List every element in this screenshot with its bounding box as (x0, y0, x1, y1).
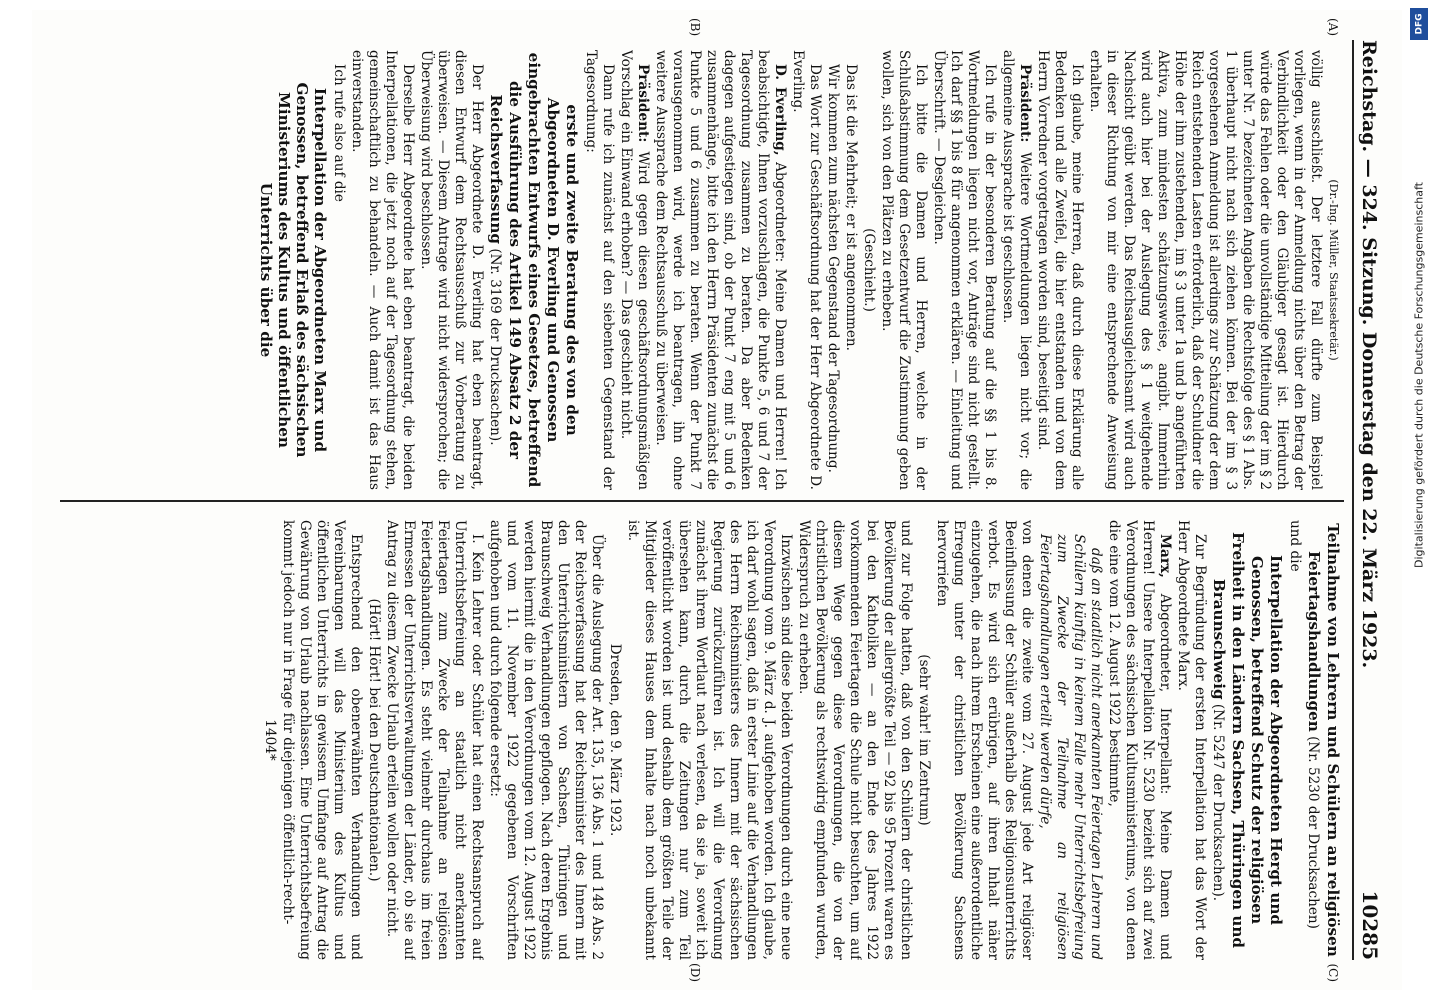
paragraph: Dann rufe ich zunächst auf den siebenten Gegenstand der Tagesordnung: (583, 50, 616, 490)
right-column (62, 520, 1342, 960)
agenda-item: erste und zweite Beratung des von den Abgeordneten D. Everling und Genossen eingebrachten Entwurfs eines Gesetzes, betreffend die Ausführung des Artikel 149 Absatz 2 der Reichsverfassung (Nr. 3169 der Drucksachen). (487, 52, 581, 488)
running-title: Reichstag. — 324. Sitzung. Donnerstag den 22. März 1923. (1358, 40, 1380, 669)
agenda-item: Interpellation der Abgeordneten Hergt und Genossen, betreffend Schutz der religiösen Freiheit in den Ländern Sachsen, Thüringen und Braunschweig (Nr. 5247 der Drucksachen). (1210, 531, 1285, 949)
paragraph: Präsident: Wird gegen diesen geschäftsordnungsmäßigen Vorschlag ein Einwand erhoben? — Das geschieht nicht. (618, 50, 651, 490)
paragraph: Ich rufe also auf die (331, 64, 347, 202)
scanned-page (32, 10, 1402, 990)
paragraph: Inzwischen sind diese beiden Verordnungen durch eine neue Verordnung vom 9. März d. J. aufgehoben worden. Ich glaube, ich darf wohl sagen, daß in erster Linie auf die Verhandlungen des Herrn Reichsministers des Innern mit der sächsischen Regierung zurückzuführen ist. Ich will die Verordnung zunächst ihrem Wortlaut nach verlesen, da sie ja, soweit ich übersehen kann, durch die Zeitungen nur zum Teil veröffentlicht worden ist und deshalb dem größten Teile der Mitglieder dieses Hauses dem Inhalte nach noch unbekannt ist. (625, 520, 794, 960)
column-divider (60, 500, 1344, 502)
digitization-watermark (1404, 0, 1434, 1000)
agenda-item: Interpellation der Abgeordneten Marx und Genossen, betreffend Erlaß des sächsischen Ministeriums des Kultus und öffentlichen Unterrichts über die (257, 82, 329, 458)
paragraph: und die (1287, 520, 1303, 572)
dateline: Dresden, den 9. März 1923. (607, 643, 623, 837)
stage-direction: (sehr wahr! im Zentrum) (916, 654, 932, 826)
paragraph: Zur Begründung der ersten Interpellation hat das Wort der Herr Abgeordnete Marx. (1175, 520, 1208, 960)
margin-marker-c: (C) (1326, 963, 1340, 982)
stage-direction: (Hört! Hört! bei den Deutschnationalen.) (366, 598, 382, 882)
agenda-item: Teilnahme von Lehrern und Schülern an religiösen Feiertagshandlungen (Nr. 5230 der Drucksachen) (1305, 523, 1342, 957)
paragraph: und zur Folge hatten, daß von den Schülern der christlichen Bevölkerung der allergrößte Teil — 92 bis 95 Prozent waren es bei den Katholiken — an den Ende des Jahres 1922 vorkommenden Feiertagen die Schule nicht besuchten, um auf diesem Wege gegen diese Verordnungen, die von der christlichen Bevölkerung als rechtswidrig empfunden wurden, Widerspruch zu erheben. (796, 520, 914, 960)
paragraph: völlig ausschließt. Der letztere Fall dürfte zum Beispiel vorliegen, wenn in der Anmeldung nichts über den Betrag der Verbindlichkeit oder den Gläubiger gesagt ist. Hierdurch würde das Fehlen oder die unvollständige Mitteilung der im § 2 unter Nr. 7 bezeichneten Angaben die Rechtsfolge des § 1 Abs. 1 überhaupt nicht nach sich ziehen können. Bei der im § 3 vorgesehenen Anmeldung ist allerdings zur Schätzung der dem Reich entstehenden Lasten erforderlich, daß der Schuldner die Höhe der ihm zustehenden, im § 3 unter 1a und b angeführten Aktiva, zum mindesten schätzungsweise, angibt. Immerhin wird auch hier bei der Auslegung des § 1 weitgehende Nachsicht geübt werden. Das Reichsausgleichsamt wird auch in dieser Richtung von mir eine entsprechende Anweisung erhalten. (1087, 50, 1324, 490)
paragraph: I. Kein Lehrer oder Schüler hat einen Rechtsanspruch auf Unterrichtsbefreiung an staatlich nicht anerkannten Feiertagen zum Zwecke der Teilnahme an religiösen Feiertagshandlungen. Es steht vielmehr durchaus im freien Ermessen der Unterrichtsverwaltungen der Länder, ob sie auf Antrag zu diesem Zwecke Urlaub erteilen wollen oder nicht. (384, 520, 485, 960)
paragraph: Wir kommen zum nächsten Gegenstand der Tagesordnung. (825, 64, 841, 473)
paragraph: Das ist die Mehrheit; er ist angenommen. (843, 64, 859, 351)
speaker-label: Präsident: (635, 64, 651, 143)
left-column (62, 50, 1342, 490)
running-header (1352, 40, 1388, 960)
speaker-note: (Dr.-Ing. Müller, Staatssekretär.) (1327, 179, 1340, 361)
paragraph: Über die Auslegung der Art. 135, 136 Abs. 1 und 148 Abs. 2 der Reichsverfassung hat der Reichsminister des Innern mit den Unterrichtsministern von Sachsen, Thüringen und Braunschweig Verhandlungen gepflogen. Nach deren Ergebnis werden hiermit die in den Verordnungen vom 12. August 1922 und vom 11. November 1922 gegebenen Vorschriften aufgehoben und durch folgende ersetzt: (487, 520, 605, 960)
paragraph: Marx, Abgeordneter, Interpellant: Meine Damen und Herren! Unsere Interpellation Nr. 5230 bezieht sich auf zwei Verordnungen des sächsischen Kultusministeriums, von denen die eine vom 12. August 1922 bestimmte, (1106, 520, 1173, 960)
paragraph: Entsprechend den obenerwähnten Verhandlungen und Vereinbarungen will das Ministerium des Kultus und öffentlichen Unterrichts in gewissem Umfange auf Antrag die Gewährung von Urlaub nachlassen. Eine Unterrichtsbefreiung kommt jedoch nur in Frage für diejenigen öffentlich-recht- (280, 520, 364, 960)
paragraph: Ich bitte die Damen und Herren, welche in der Schlußabstimmung dem Gesetzentwurf die Zustimmung geben wollen, sich von den Plätzen zu erheben. (879, 50, 929, 490)
sheet-signature: 1404* (262, 719, 278, 761)
paragraph: Ich rufe in der besonderen Beratung auf die §§ 1 bis 8. Wortmeldungen liegen nicht vor, Anträge sind nicht gestellt. Ich darf §§ 1 bis 8 für angenommen erklären. — Einleitung und Überschrift. — Desgleichen. (931, 50, 998, 490)
speaker-label: D. Everling, (772, 64, 788, 156)
page-number: 10285 (1358, 890, 1382, 960)
margin-marker-b: (B) (688, 18, 702, 37)
paragraph: D. Everling, Abgeordneter: Meine Damen und Herren! Ich beabsichtigte, Ihnen vorzuschlagen, die Punkte 5, 6 und 7 der Tagesordnung zusammen zu beraten. Da aber Bedenken dagegen aufgestiegen sind, ob der Punkt 7 eng mit 5 und 6 zusammenhänge, bitte ich den Herrn Präsidenten zunächst die Punkte 5 und 6 zusammen zu beraten. Wenn der Punkt 7 vorausgenommen wird, werde ich beantragen, ihn ohne weitere Aussprache dem Rechtsausschuß zu überweisen. (653, 50, 788, 490)
margin-marker-a: (A) (1326, 18, 1340, 37)
speaker-label: Präsident: (1017, 64, 1033, 143)
watermark-text: Digitalisierung gefördert durch die Deutsche Forschungsgemeinschaft (1412, 182, 1426, 568)
stage-direction: (Geschieht.) (861, 228, 877, 312)
paragraph: Derselbe Herr Abgeordnete hat eben beantragt, die beiden Interpellationen, die jetzt noch auf der Tagesordnung stehen, gemeinschaftlich zu behandeln. — Auch damit ist das Haus einverstanden. (349, 50, 416, 490)
paragraph: Präsident: Weitere Wortmeldungen liegen nicht vor; die allgemeine Aussprache ist geschlossen. (1000, 50, 1033, 490)
paragraph: Das Wort zur Geschäftsordnung hat der Herr Abgeordnete D. Everling. (790, 50, 823, 490)
paragraph: Ich glaube, meine Herren, daß durch diese Erklärung alle Bedenken und alle Zweifel, die hier entstanden und von dem Herrn Vorredner vorgetragen worden sind, beseitigt sind. (1035, 50, 1085, 490)
dfg-logo: DFG (1410, 8, 1428, 40)
paragraph: von denen die zweite vom 27. August jede Art religiöser Beeinflussung der Schüler außerhalb des Religionsunterrichts verbot. Es wird sich erübrigen, auf ihren Inhalt näher einzugehen, die nach ihrem Erscheinen eine außerordentliche Erregung unter der christlichen Bevölkerung Sachsens hervorriefen (934, 520, 1035, 960)
speaker-label: Marx, (1157, 534, 1173, 578)
quotation: daß an staatlich nicht anerkannten Feiertagen Lehrern und Schülern künftig in keinem Falle mehr Unterrichtsbefreiung zum Zwecke der Teilnahme an religiösen Feiertagshandlungen erteilt werden dürfe, (1037, 534, 1104, 960)
margin-marker-d: (D) (688, 963, 702, 982)
paragraph: Der Herr Abgeordnete D. Everling hat eben beantragt, diesen Entwurf dem Rechtsausschuß zur Vorberatung zu überweisen. — Diesem Antrage wird nicht widersprochen; die Überweisung wird beschlossen. (418, 50, 485, 490)
